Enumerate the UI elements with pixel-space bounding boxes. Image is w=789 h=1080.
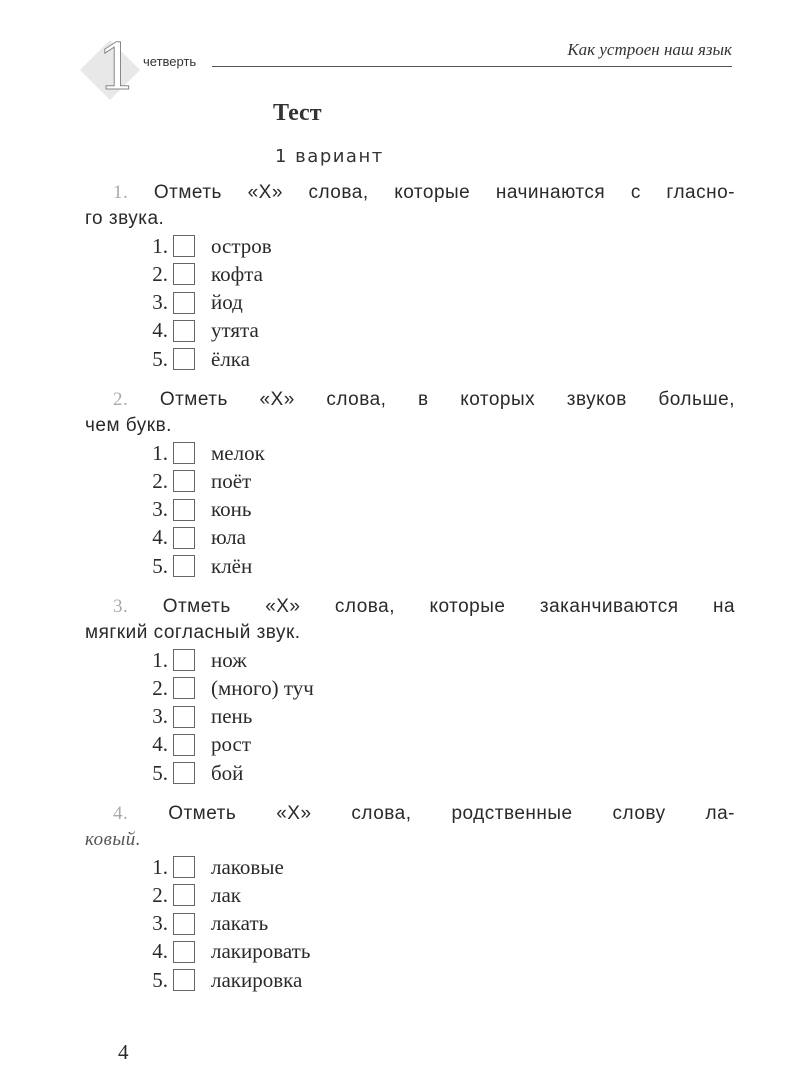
option-number: 4. [152, 525, 168, 550]
option-word: юла [211, 525, 246, 550]
option-word: рост [211, 732, 252, 757]
question-text: Отметь «X» слова, которые заканчиваются на [162, 596, 736, 617]
answer-option[interactable] [140, 524, 246, 552]
question-number: 1. [113, 182, 129, 203]
question [85, 387, 735, 439]
option-number: 3. [152, 911, 168, 936]
question-line2 [85, 620, 735, 646]
checkbox[interactable] [173, 856, 195, 878]
answer-option[interactable] [140, 646, 247, 674]
page-title: Тест [273, 100, 322, 126]
question-number: 4. [113, 803, 129, 824]
checkbox[interactable] [173, 527, 195, 549]
answer-option[interactable] [140, 853, 284, 881]
checkbox[interactable] [173, 706, 195, 728]
answer-option[interactable] [140, 881, 241, 909]
option-number: 5. [152, 967, 168, 992]
checkbox[interactable] [173, 235, 195, 257]
option-word: поёт [211, 468, 252, 493]
option-number: 1. [152, 854, 168, 879]
quarter-number: 1 [97, 31, 138, 105]
answer-option[interactable] [140, 938, 310, 966]
section-title: Как устроен наш язык [567, 40, 732, 59]
option-word: бой [211, 760, 244, 785]
question-text-cont: мягкий согласный звук. [85, 622, 301, 643]
checkbox[interactable] [173, 292, 195, 314]
option-word: клён [211, 553, 253, 578]
answer-option[interactable] [140, 910, 268, 938]
answer-option[interactable] [140, 966, 302, 994]
question-text-italic: ковый. [85, 829, 142, 850]
option-word: пень [211, 704, 253, 729]
option-word: кофта [211, 261, 263, 286]
answer-option[interactable] [140, 703, 252, 731]
option-word: йод [211, 290, 243, 315]
checkbox[interactable] [173, 442, 195, 464]
option-word: лакировать [211, 939, 311, 964]
option-word: (много) туч [211, 675, 314, 700]
question-line1 [85, 387, 735, 413]
answer-option[interactable] [140, 467, 251, 495]
question [85, 594, 735, 646]
question-text-cont: чем букв. [85, 415, 172, 436]
option-word: лакировка [211, 967, 303, 992]
checkbox[interactable] [173, 649, 195, 671]
option-word: остров [211, 233, 272, 258]
option-number: 3. [152, 497, 168, 522]
answer-option[interactable] [140, 759, 243, 787]
checkbox[interactable] [173, 941, 195, 963]
answer-option[interactable] [140, 289, 243, 317]
checkbox[interactable] [173, 263, 195, 285]
option-word: мелок [211, 440, 265, 465]
option-number: 3. [152, 290, 168, 315]
variant-label: 1 вариант [275, 146, 384, 167]
page-number: 4 [118, 1040, 129, 1064]
checkbox[interactable] [173, 734, 195, 756]
checkbox[interactable] [173, 348, 195, 370]
option-number: 2. [152, 882, 168, 907]
checkbox[interactable] [173, 762, 195, 784]
checkbox[interactable] [173, 320, 195, 342]
option-number: 4. [152, 732, 168, 757]
quarter-label: четверть [143, 54, 197, 69]
question [85, 801, 735, 853]
checkbox[interactable] [173, 884, 195, 906]
option-word: лаковые [211, 854, 284, 879]
question [85, 180, 735, 232]
option-number: 2. [152, 261, 168, 286]
option-word: лакать [211, 911, 269, 936]
question-number: 2. [113, 389, 129, 410]
header-rule [212, 66, 732, 67]
answer-option[interactable] [140, 496, 251, 524]
option-number: 5. [152, 760, 168, 785]
option-number: 2. [152, 675, 168, 700]
question-line2 [85, 413, 735, 439]
answer-option[interactable] [140, 552, 252, 580]
answer-option[interactable] [140, 260, 263, 288]
question-line1 [85, 801, 735, 827]
option-word: утята [211, 318, 259, 343]
question-text: Отметь «X» слова, родственные слову ла- [168, 803, 736, 824]
answer-option[interactable] [140, 674, 314, 702]
option-word: нож [211, 647, 247, 672]
question-number: 3. [113, 596, 129, 617]
answer-option[interactable] [140, 317, 259, 345]
question-text: Отметь «X» слова, в которых звуков больше, [159, 389, 735, 410]
option-number: 1. [152, 440, 168, 465]
option-number: 4. [152, 939, 168, 964]
checkbox[interactable] [173, 470, 195, 492]
answer-option[interactable] [140, 345, 250, 373]
question-line1 [85, 594, 735, 620]
question-line2 [85, 827, 735, 853]
answer-option[interactable] [140, 232, 272, 260]
option-word: лак [211, 882, 242, 907]
option-word: конь [211, 497, 252, 522]
question-line1 [85, 180, 735, 206]
option-number: 5. [152, 346, 168, 371]
question-text: Отметь «X» слова, которые начинаются с гласно- [153, 182, 735, 203]
option-number: 3. [152, 704, 168, 729]
checkbox[interactable] [173, 913, 195, 935]
checkbox[interactable] [173, 969, 195, 991]
checkbox[interactable] [173, 499, 195, 521]
question-text-cont: го звука. [85, 208, 165, 229]
option-number: 4. [152, 318, 168, 343]
answer-option[interactable] [140, 731, 251, 759]
option-number: 2. [152, 468, 168, 493]
checkbox[interactable] [173, 677, 195, 699]
option-number: 5. [152, 553, 168, 578]
checkbox[interactable] [173, 555, 195, 577]
option-word: ёлка [211, 346, 251, 371]
option-number: 1. [152, 647, 168, 672]
answer-option[interactable] [140, 439, 265, 467]
option-number: 1. [152, 233, 168, 258]
question-line2 [85, 206, 735, 232]
